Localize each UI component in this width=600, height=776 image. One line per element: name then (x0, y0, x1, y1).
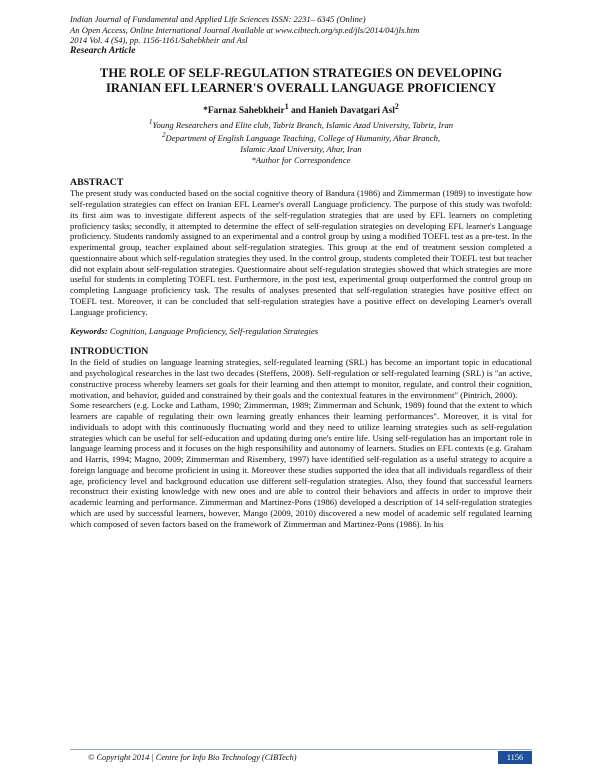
title-line-1: THE ROLE OF SELF-REGULATION STRATEGIES ON DEVELOPING (99, 66, 503, 81)
author-2-sup: 2 (394, 102, 399, 112)
abstract-text: The present study was conducted based on the social cognitive theory of Bandura (1986) and Zimmerman (1989) to investigate how self-regulation strategies can effect on Iranian EFL Learner's overall Language proficiency. The purpose of this study was twofold: its first aim was to investigate different aspects of the self-regulation strategies that are used by EFL learners on completing proficiency tasks; secondly, it attempted to determine the effect of self-regulation strategies on developing EFL learner's Language proficiency. Students randomly assigned to an experimental and a control group by using a modified TOEFL test as a pre-test. In the experimental group, teacher explained about self-regulation strategies. This group at the end of treatment session completed a questionnaire about which self-regulation strategies they used. In the control group, students completed their TOEFL test but teacher did not explain about self-regulation strategies. Questionnaire about self-regulation strategies showed that which strategies are more useful for students in completing TOEFL test. Furthermore, in the post test, experimental group outperformed the control group on completing Language proficiency task. The results of analyses presented that self-regulation strategies have positive effect on TOEFL test. Moreover, it can be concluded that self-regulation strategies have a positive effect on developing Learner's overall Language proficiency. (70, 188, 532, 317)
author-2: Hanieh Davatgari Asl (308, 106, 395, 117)
title-line-2: IRANIAN EFL LEARNER'S OVERALL LANGUAGE PROFICIENCY (105, 81, 497, 96)
affiliation-2-cont: Islamic Azad University, Ahar, Iran (240, 143, 362, 154)
keywords-value: Cognition, Language Proficiency, Self-regulation Strategies (107, 326, 319, 337)
author-1: *Farnaz Sahebkheir (203, 106, 285, 117)
affiliation-2 (70, 130, 532, 144)
abstract-heading: ABSTRACT (70, 177, 124, 189)
keywords-label: Keywords: (70, 326, 108, 337)
journal-header (70, 14, 532, 56)
author-join: and (288, 106, 309, 117)
journal-volume-line: 2014 Vol. 4 (S4), pp. 1156-1161/Sahebkheir and Asl (70, 35, 248, 46)
introduction-heading: INTRODUCTION (70, 346, 149, 358)
correspondence-note: *Author for Correspondence (251, 154, 351, 165)
page-footer (70, 749, 532, 764)
paper-page (70, 14, 532, 529)
journal-access-line: An Open Access, Online International Journal Available at www.cibtech.org/sp.ed/jls/2014/04/jls.htm (70, 24, 420, 35)
introduction-paragraph-1: In the field of studies on language learning strategies, self-regulated learning (SRL) has become an important topic in educational and psychological researches in the last two decades (Steffens, 2008). Self-regulation or self-regulated learning (SRL) is "an active, constructive process whereby learners set goals for their learning and then attempt to monitor, regulate, and control their cognition, motivation, and behavior, guided and constrained by their goals and the contextual features in the environment" (Pintrich, 2000). (70, 357, 532, 400)
author-list (70, 102, 532, 116)
page-number: 1156 (498, 751, 532, 764)
affiliation-2-text: Department of English Language Teaching, College of Humanity, Ahar Branch, (165, 133, 441, 144)
affiliation-1-text: Young Researchers and Elite club, Tabriz Branch, Islamic Azad University, Tabriz, Iran (152, 119, 454, 130)
affiliation-1 (70, 117, 532, 131)
paper-title (70, 66, 532, 96)
article-type: Research Article (70, 44, 136, 56)
affiliation-2-sup: 2 (161, 131, 166, 140)
author-1-sup: 1 (284, 102, 289, 112)
introduction-paragraph-2: Some researchers (e.g. Locke and Latham, 1990; Zimmerman, 1989; Zimmerman and Schunk, 1989) found that the extent to which learners are capable of regulating their own learning greatly enhances their learning performances". Moreover, it is vital for individuals to adopt with this continuously fluctuating world and they need to utilize learning strategies such as self-regulation strategies which can be useful for self-education and updating during one's entire life. Using self-regulation has an important role in language learning process and it focuses on the high responsibility and autonomy of learners. Studies on EFL contexts (e.g. Graham and Harris, 1994; Magno, 2009; Zimmerman and Risembery, 1997) have identified self-regulation as a useful strategy to acquire a foreign language and become proficient in using it. Moreover these studies supported the idea that all individuals regardless of their age, proficiency level and background education use different self-regulation strategies. Also, they found that successful learners reconstruct their existing knowledge with new ones and are able to control their behaviors and affects in order to improve their academic learning and performance. Zimmerman and Martinez-Pons (1986) developed a description of 14 self-regulation strategies which are used by successful learners, however, Mango (2009, 2010) discovered a new model of academic self regulated learning which composed of seven factors based on the framework of Zimmerman and Martinez-Pons (1986). In his (70, 400, 532, 529)
footer-copyright: © Copyright 2014 | Centre for Info Bio Technology (CIBTech) (88, 752, 297, 762)
keywords (70, 326, 532, 336)
affiliation-1-sup: 1 (148, 117, 153, 126)
affiliations (70, 117, 532, 166)
journal-name: Indian Journal of Fundamental and Applied Life Sciences ISSN: 2231– 6345 (Online) (70, 14, 366, 24)
